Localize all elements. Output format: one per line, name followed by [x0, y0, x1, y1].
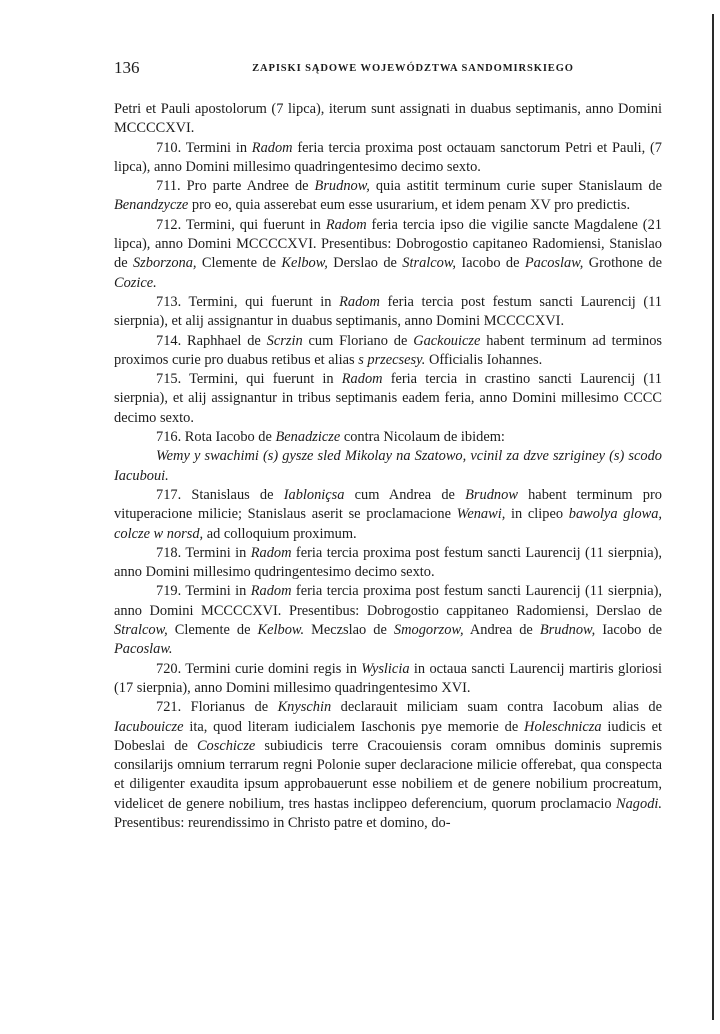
italic-text-segment: Stralcow,	[114, 622, 168, 639]
italic-text-segment: Szborzona,	[132, 255, 197, 272]
text-segment: 718. Termini in	[156, 544, 251, 561]
text-segment: habent terminum ad terminos proximos curie pro duabus retibus et alias	[114, 332, 663, 368]
italic-text-segment: Smogorzow,	[393, 622, 464, 639]
record-entry	[114, 544, 662, 583]
italic-text-segment: Radom	[251, 139, 293, 156]
text-segment: feria tercia in crastino sancti Laurencij (11 sierpnia), et alij assignantur in tribus septimanis eadem feria, anno Domini millesimo CCCC decimo sexto.	[114, 371, 662, 426]
italic-text-segment: Coschicze	[196, 737, 256, 754]
italic-text-segment: Benadzicze	[275, 429, 341, 446]
text-segment: ita, quod literam iudicialem Iaschonis pye memorie de	[183, 718, 525, 735]
text-segment: Petri et Pauli apostolorum (7 lipca), iterum sunt assignati in duabus septimanis, anno Domini MCCCCXVI.	[114, 101, 662, 137]
text-segment: contra Nicolaum de ibidem:	[340, 429, 505, 446]
italic-text-segment: Brudnow	[465, 486, 518, 503]
text-segment: 711. Pro parte Andree de	[156, 178, 315, 195]
text-segment: cum Floriano de	[302, 332, 414, 349]
record-entry	[114, 486, 662, 544]
record-entry	[114, 216, 662, 293]
text-segment: Clemente de	[167, 622, 258, 639]
italic-text-segment: Brudnow,	[314, 178, 370, 195]
italic-text-segment: Kelbow,	[281, 255, 328, 272]
record-entry	[114, 582, 662, 659]
running-title: ZAPISKI SĄDOWE WOJEWÓDZTWA SANDOMIRSKIEGO	[252, 63, 574, 74]
italic-text-segment: Brudnow,	[539, 622, 596, 639]
text-segment: habent terminum pro vituperacione milicie; Stanislaus aserit se proclamacione	[114, 486, 662, 523]
text-segment: subiudicis terre Cracouiensis coram omnibus dominis supremis consilarijs omnium terrarum regni Polonie super declaracione milicie offerebat, qua conspecta et diligenter exaudita ipsum approbauerunt esse nobiliem et de genere nobilium procreatum, videlicet de genere nobilium, tres hastas inclippeo deferencium, quorum proclamacio	[114, 737, 662, 812]
italic-text-segment: Radom	[341, 371, 383, 388]
text-segment: 717. Stanislaus de	[156, 486, 284, 503]
italic-text-segment: Gackouicze	[413, 332, 481, 349]
text-segment: Iacobo de	[456, 255, 525, 272]
page-header	[114, 58, 662, 84]
text-segment: iudicis et Dobeslai de	[114, 718, 662, 754]
text-segment: pro eo, quia asserebat eum esse usurarium, et idem penam XV pro predictis.	[188, 197, 631, 214]
text-segment: Officialis Iohannes.	[425, 351, 543, 368]
italic-text-segment: Holeschnicza	[524, 718, 602, 735]
record-entry	[114, 293, 662, 332]
text-segment: feria tercia ipso die vigilie sancte Magdalene (21 lipca), anno Domini MCCCCXVI. Presentibus: Dobrogostio capitaneo Radomiensi, Stanislao de	[114, 216, 662, 272]
italic-text-segment: Kelbow.	[257, 622, 305, 639]
text-segment: quia astitit terminum curie super Stanislaum de	[369, 178, 662, 195]
text-segment: 710. Termini in	[156, 139, 252, 156]
text-segment: Andrea de	[463, 622, 540, 639]
record-entry	[114, 698, 662, 833]
text-segment: feria tercia proxima post festum sancti Laurencij (11 sierpnia), anno Domini millesimo qudringentesimo decimo sexto.	[114, 544, 662, 581]
italic-text-segment: Nagodi.	[616, 795, 662, 812]
record-entry	[114, 370, 662, 428]
record-entry	[114, 428, 662, 447]
italic-text-segment: s przecsesy.	[358, 351, 426, 368]
text-segment: 716. Rota Iacobo de	[156, 429, 276, 446]
text-segment: feria tercia proxima post festum sancti Laurencij (11 sierpnia), anno Domini MCCCCXVI. Presentibus: Dobrogostio cappitaneo Radomiensi, Derslao de	[114, 583, 662, 619]
text-segment: Iacobo de	[595, 622, 662, 639]
text-segment: 715. Termini, qui fuerunt in	[156, 371, 342, 388]
text-segment: 713. Termini, qui fuerunt in	[156, 293, 340, 310]
italic-text-segment: bawolya glowa, colcze w norsd,	[114, 506, 662, 542]
text-segment: Derslao de	[327, 255, 403, 272]
text-segment: 714. Raphhael de	[156, 332, 267, 349]
text-segment: 721. Florianus de	[156, 699, 278, 716]
page-number: 136	[114, 58, 140, 77]
italic-text-segment: Radom	[339, 293, 380, 310]
italic-text-segment: Knyschin	[277, 699, 332, 716]
italic-text-segment: Pacoslaw.	[114, 641, 173, 658]
page-edge-line	[712, 14, 714, 1020]
text-segment: 720. Termini curie domini regis in	[156, 660, 362, 677]
italic-text-segment: Iacubouicze	[114, 718, 184, 735]
text-segment: Grothone de	[583, 255, 662, 272]
italic-text-segment: Iabloniçsa	[283, 486, 345, 503]
italic-text-segment: Wenawi,	[456, 506, 506, 523]
text-segment: feria tercia post festum sancti Laurencij (11 sierpnia), et alij assignantur in duabus septimanis, anno Domini MCCCCXVI.	[114, 293, 662, 330]
italic-text-segment: Radom	[250, 544, 292, 561]
document-body	[114, 100, 662, 833]
text-segment: Meczslao de	[304, 622, 394, 639]
text-segment: 712. Termini, qui fuerunt in	[156, 216, 326, 233]
text-segment: in octaua sancti Laurencij martiris gloriosi (17 sierpnia), anno Domini millesimo quadringentesimo XVI.	[114, 660, 662, 696]
text-segment: 719. Termini in	[156, 583, 251, 600]
italic-text-segment: Cozice.	[114, 274, 157, 291]
italic-text-segment: Stralcow,	[402, 255, 456, 272]
text-segment: in clipeo	[505, 506, 569, 523]
italic-text-segment: Radom	[325, 216, 367, 233]
italic-text-segment: Wyslicia	[361, 660, 410, 677]
italic-text-segment: Wemy y swachimi (s) gysze sled Mikolay na Szatowo, vcinil za dzve szriginey (s) scodo Iacuboui.	[114, 448, 662, 484]
italic-text-segment: Pacoslaw,	[524, 255, 584, 272]
italic-text-segment: Scrzin	[266, 332, 303, 349]
text-segment: ad colloquium proximum.	[203, 525, 357, 542]
text-segment: feria tercia proxima post octauam sanctorum Petri et Pauli, (7 lipca), anno Domini millesimo quadringentesimo decimo sexto.	[114, 139, 662, 175]
text-segment: declarauit miliciam suam contra Iacobum alias de	[331, 699, 662, 716]
record-entry	[114, 177, 662, 216]
record-entry	[114, 332, 662, 371]
italic-text-segment: Radom	[250, 583, 292, 600]
record-entry	[114, 139, 662, 178]
text-segment: Presentibus: reurendissimo in Christo patre et domino, do-	[114, 814, 451, 831]
text-segment: Clemente de	[196, 255, 282, 272]
text-segment: cum Andrea de	[344, 486, 466, 503]
record-entry	[114, 100, 662, 139]
verse-entry	[114, 447, 662, 486]
record-entry	[114, 660, 662, 699]
italic-text-segment: Benandzycze	[114, 197, 189, 214]
